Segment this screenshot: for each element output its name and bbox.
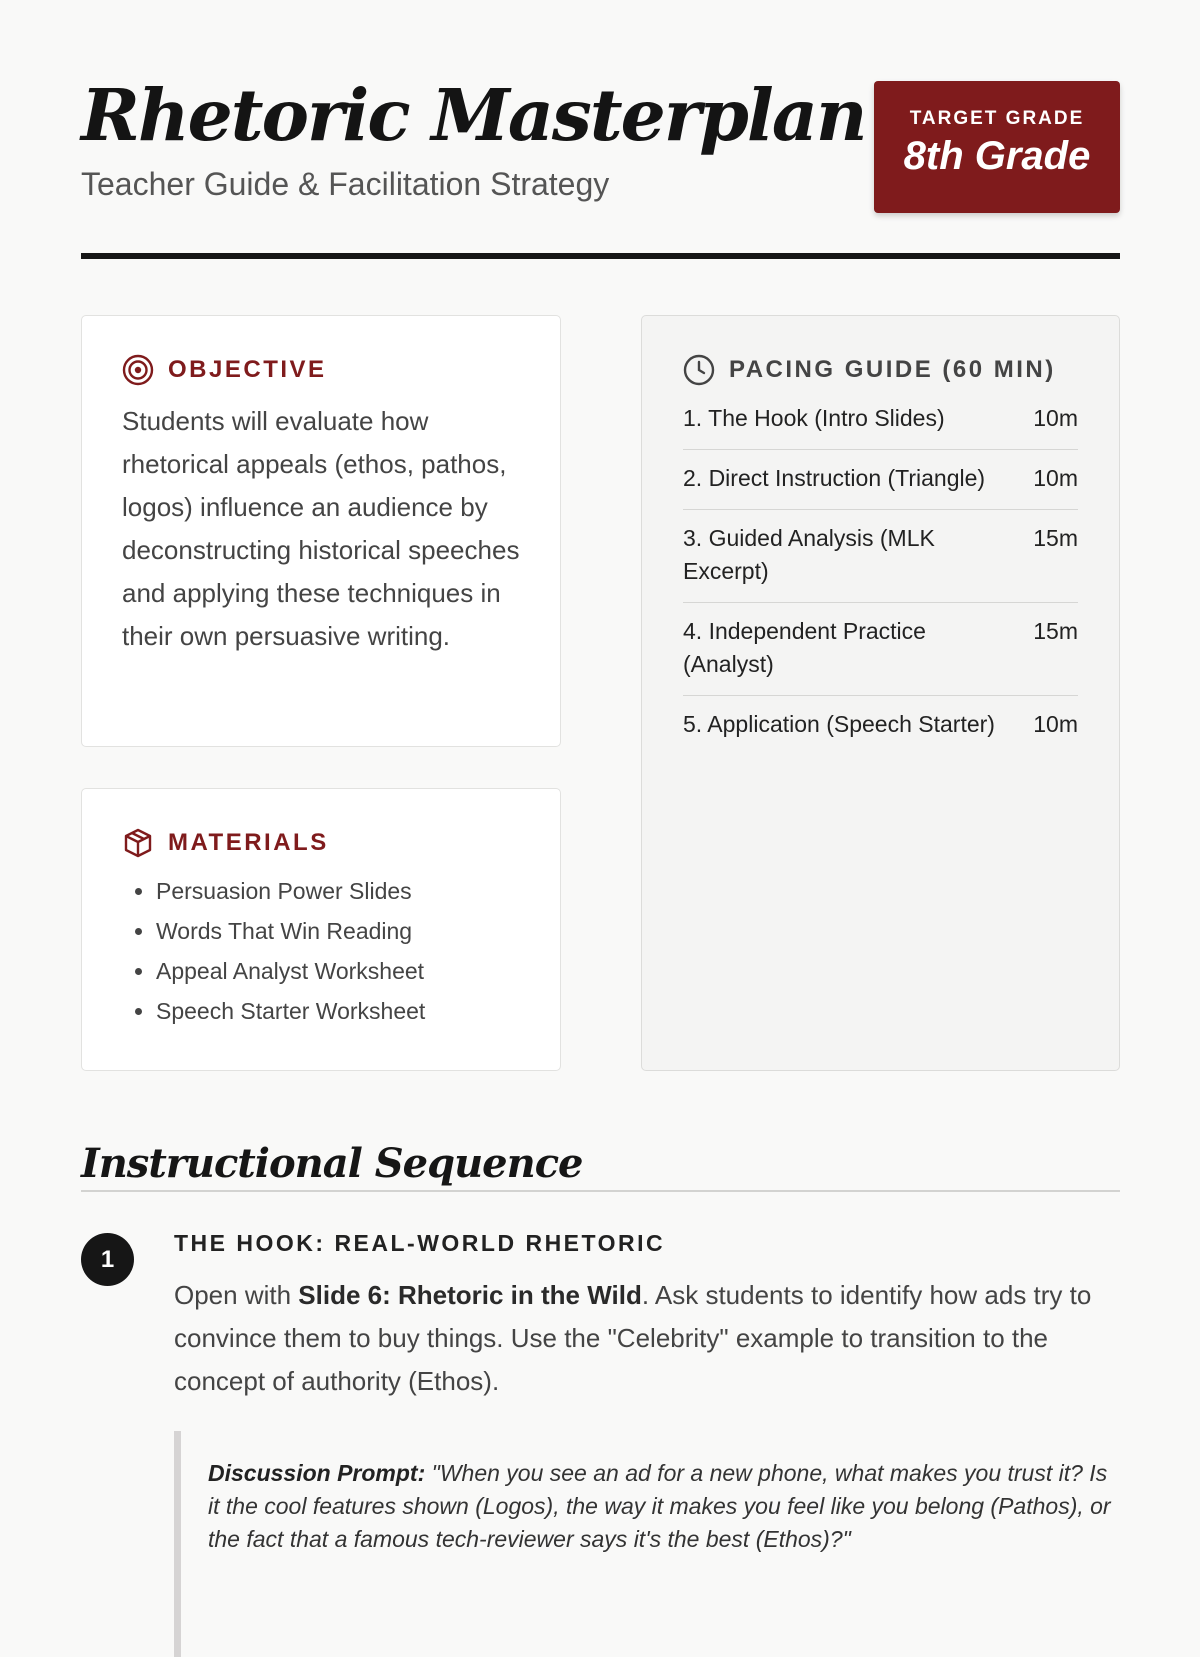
objective-text: Students will evaluate how rhetorical appeals (ethos, pathos, logos) influence an audience by deconstructing historical speeches and applying these techniques in their own persuasive writing. [122, 406, 520, 651]
pacing-row [683, 603, 1078, 696]
pacing-duration: 15m [1033, 525, 1078, 551]
objective-card [81, 315, 561, 747]
section-title: Instructional Sequence [81, 1140, 583, 1187]
pacing-guide-card [641, 315, 1120, 1071]
pacing-duration: 15m [1033, 618, 1078, 644]
clock-icon [683, 354, 715, 386]
materials-title: MATERIALS [168, 829, 329, 856]
list-item: • Appeal Analyst Worksheet [156, 951, 520, 991]
pacing-label: 2. Direct Instruction (Triangle) [683, 465, 986, 491]
pacing-duration: 10m [1033, 711, 1078, 737]
pacing-label: 5. Application (Speech Starter) [683, 711, 995, 737]
list-item: • Persuasion Power Slides [156, 871, 520, 911]
header [81, 0, 1120, 260]
slide-reference: Slide 6: Rhetoric in the Wild [298, 1280, 642, 1310]
page-title: Rhetoric Masterplan [81, 73, 866, 157]
lesson-plan-page [81, 0, 1120, 1552]
page-subtitle: Teacher Guide & Facilitation Strategy [81, 166, 610, 202]
instruction-step [174, 1230, 1120, 1657]
pacing-list [683, 402, 1078, 755]
prompt-label: Discussion Prompt: [208, 1460, 426, 1486]
pacing-row [683, 450, 1078, 510]
discussion-prompt [174, 1431, 1120, 1657]
step-text-end: . Ask students to identify how ads try to convince them to buy things. Use the "Celebrity" example to transition to the concept of authority (Ethos). [174, 1280, 1092, 1396]
target-icon [122, 354, 154, 386]
header-divider [81, 253, 1120, 259]
pacing-title: PACING GUIDE (60 MIN) [729, 356, 1056, 383]
pacing-label: 4. Independent Practice (Analyst) [683, 618, 926, 677]
list-item: • Words That Win Reading [156, 911, 520, 951]
pacing-label: 1. The Hook (Intro Slides) [683, 405, 945, 431]
target-grade-value: 8th Grade [903, 134, 1091, 178]
objective-title: OBJECTIVE [168, 356, 327, 383]
section-divider [81, 1190, 1120, 1192]
materials-list [122, 871, 520, 1031]
target-grade-label: TARGET GRADE [909, 108, 1085, 129]
pacing-label: 3. Guided Analysis (MLK Excerpt) [683, 525, 935, 584]
package-icon [122, 827, 154, 859]
pacing-duration: 10m [1033, 405, 1078, 431]
pacing-row [683, 696, 1078, 755]
prompt-text: "When you see an ad for a new phone, what makes you trust it? Is it the cool features shown (Logos), the way it makes you feel like you belong (Pathos), or the fact that a famous tech-reviewer says it's the best (Ethos)?" [208, 1460, 1111, 1552]
step-text-start: Open with [174, 1280, 299, 1310]
list-item: • Speech Starter Worksheet [156, 991, 520, 1031]
step-title: THE HOOK: REAL-WORLD RHETORIC [174, 1230, 666, 1256]
step-text [174, 1274, 1120, 1403]
pacing-row [683, 402, 1078, 450]
target-grade-badge [874, 81, 1120, 213]
materials-card [81, 788, 561, 1071]
pacing-row [683, 510, 1078, 603]
step-number-badge: 1 [81, 1233, 134, 1286]
pacing-duration: 10m [1033, 465, 1078, 491]
